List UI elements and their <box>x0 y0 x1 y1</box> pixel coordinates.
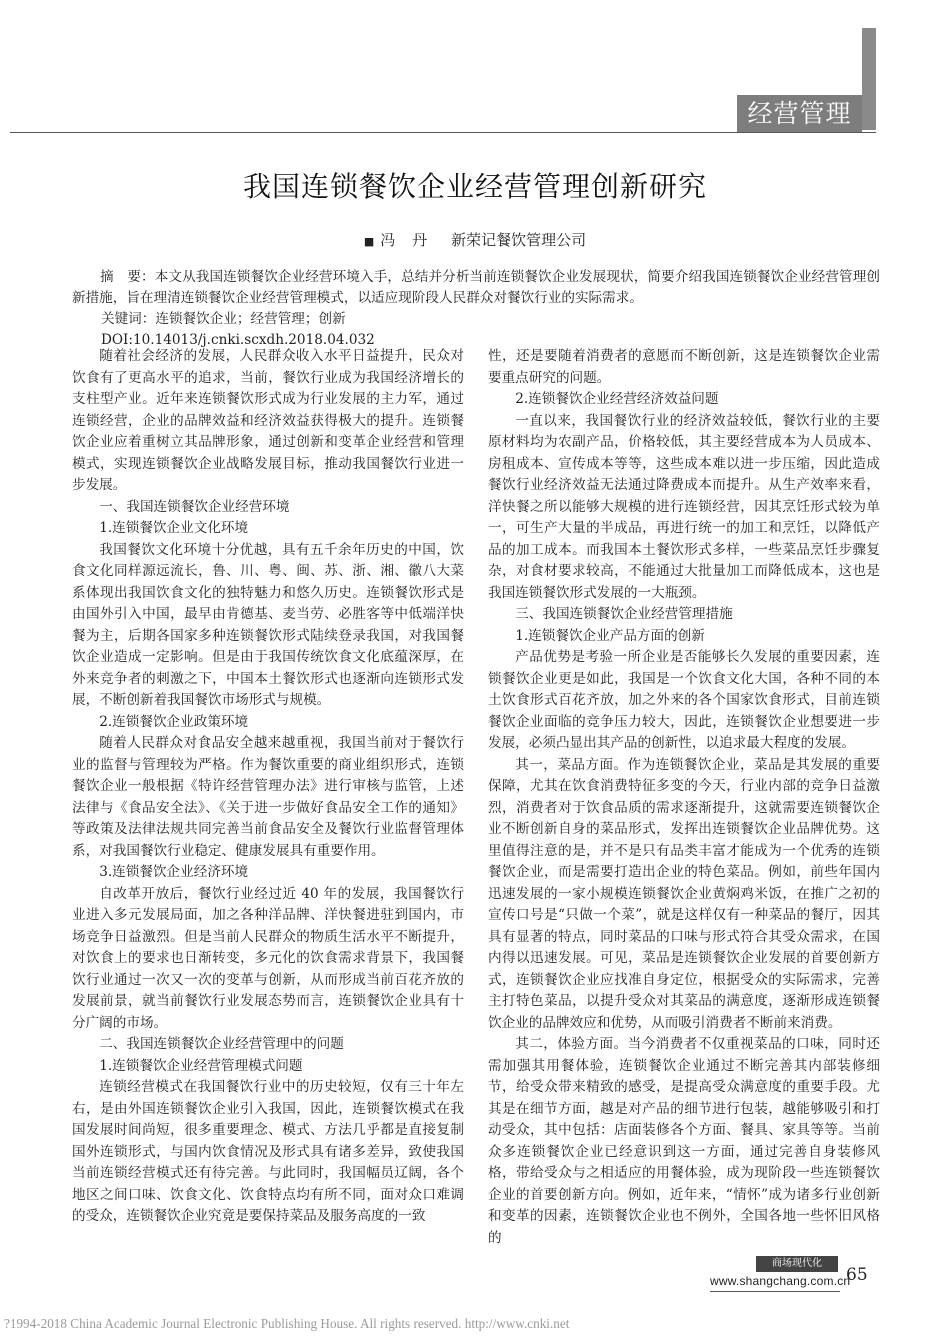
section-heading: 二、我国连锁餐饮企业经营管理中的问题 <box>99 1036 344 1052</box>
paragraph: 性，还是要随着消费者的意愿而不断创新，这是连锁餐饮企业需要重点研究的问题。 <box>488 348 880 386</box>
journal-logo: 商场现代化 <box>756 1256 838 1272</box>
header-rule <box>10 132 876 133</box>
paragraph: 其二，体验方面。当今消费者不仅重视菜品的口味，同时还需加强其用餐体验，连锁餐饮企业通过不断完善其内部装修细节，给受众带来精致的感受，是提高受众满意度的重要手段。尤其是在细节方面，越是对产品的细节进行包装，越能够吸引和打动受众，其中包括：店面装修各个方面、餐具、家具等等。当前众多连锁餐饮企业已经意识到这一方面，通过完善自身装修风格，带给受众与之相适应的用餐体验，成为现阶段一些连锁餐饮企业的首要创新方向。例如，近年来，“情怀”成为诸多行业创新和变革的因素，连锁餐饮企业也不例外，全国各地一些怀旧风格的 <box>488 1036 880 1246</box>
subsection-heading: 3.连锁餐饮企业经济环境 <box>99 864 249 880</box>
section-heading: 三、我国连锁餐饮企业经营管理措施 <box>515 606 733 622</box>
copyright-footer: ?1994-2018 China Academic Journal Electronic Publishing House. All rights reserved. http://www.cnki.net <box>4 1316 570 1331</box>
paragraph: 我国餐饮文化环境十分优越，具有五千余年历史的中国，饮食文化同样源远流长，鲁、川、粤、闽、苏、浙、湘、徽八大菜系体现出我国饮食文化的独特魅力和悠久历史。连锁餐饮形式是由国外引入中国，最早由肯德基、麦当劳、必胜客等中低端洋快餐为主，后期各国家多种连锁餐饮形式陆续登录我国，对我国餐饮企业造成一定影响。但是由于我国传统饮食文化底蕴深厚，在外来竞争者的刺激之下，中国本土餐饮形式也逐渐向连锁形式发展，不断创新着我国餐饮市场形式与规模。 <box>72 541 464 708</box>
paragraph: 随着人民群众对食品安全越来越重视，我国当前对于餐饮行业的监督与管理较为严格。作为餐饮重要的商业组织形式，连锁餐饮企业一般根据《特许经营管理办法》进行审核与监管，上述法律与《食品安全法》、《关于进一步做好食品安全工作的通知》等政策及法律法规共同完善当前食品安全及餐饮行业监督管理体系，对我国餐饮行业稳定、健康发展具有重要作用。 <box>72 735 464 859</box>
article-title: 我国连锁餐饮企业经营管理创新研究 <box>242 170 707 203</box>
subsection-heading: 1.连锁餐饮企业文化环境 <box>99 520 249 536</box>
paragraph: 连锁经营模式在我国餐饮行业中的历史较短，仅有三十年左右，是由外国连锁餐饮企业引入我国，因此，连锁餐饮模式在我国发展时间尚短，很多重要理念、模式、方法几乎都是直接复制国外连锁形式，与国内饮食情况及形式具有诸多差异，致使我国当前连锁经营模式还有待完善。与此同时，我国幅员辽阔，各个地区之间口味、饮食文化、饮食特点均有所不同，面对众口难调的受众，连锁餐饮企业究竟是要保持菜品及服务高度的一致 <box>72 1079 464 1224</box>
section-tag: 经营管理 <box>737 95 862 133</box>
journal-url: www.shangchang.com.cn <box>710 1274 851 1288</box>
subsection-heading: 1.连锁餐饮企业产品方面的创新 <box>515 627 705 644</box>
paragraph: 产品优势是考验一所企业是否能够长久发展的重要因素，连锁餐饮企业更是如此，我国是一个饮食文化大国，各种不同的本土饮食形式百花齐放，加之外来的各个国家饮食形式，目前连锁餐饮企业面临的竞争压力较大，因此，连锁餐饮企业想要进一步发展，必须凸显出其产品的创新性，以追求最大程度的发展。 <box>488 649 880 751</box>
left-column <box>72 346 464 1228</box>
author-line <box>0 229 950 250</box>
doi: DOI:10.14013/j.cnki.scxdh.2018.04.032 <box>101 332 375 348</box>
keywords: 关键词：连锁餐饮企业；经营管理；创新 <box>101 311 346 327</box>
author-marker-icon: ■ <box>363 235 375 248</box>
paragraph: 自改革开放后，餐饮行业经过近 40 年的发展，我国餐饮行业进入多元发展局面，加之各种洋品牌、洋快餐进驻到国内，市场竞争日益激烈。但是当前人民群众的物质生活水平不断提升，对饮食上的要求也日渐转变，多元化的饮食需求背景下，我国餐饮行业通过一次又一次的变革与创新，从而形成当前百花齐放的发展前景，就当前餐饮行业发展态势而言，连锁餐饮企业具有十分广阔的市场。 <box>72 885 464 1031</box>
paragraph: 随着社会经济的发展，人民群众收入水平日益提升，民众对饮食有了更高水平的追求，当前，餐饮行业成为我国经济增长的支柱型产业。近年来连锁餐饮形式成为行业发展的主力军，通过连锁经营，企业的品牌效益和经济效益获得极大的提升。连锁餐饮企业应着重树立其品牌形象，通过创新和变革企业经营和管理模式，实现连锁餐饮企业战略发展目标，推动我国餐饮行业进一步发展。 <box>72 348 464 493</box>
section-heading: 一、我国连锁餐饮企业经营环境 <box>99 498 290 515</box>
paragraph: 一直以来，我国餐饮行业的经济效益较低，餐饮行业的主要原材料均为农副产品，价格较低，其主要经营成本为人员成本、房租成本、宣传成本等等，这些成本难以进一步压缩，因此造成餐饮行业经济效益无法通过降费成本而提升。从生产效率来看，洋快餐之所以能够大规模的进行连锁经营，因其烹饪形式较为单一，可生产大量的半成品，再进行统一的加工和烹饪，以降低产品的加工成本。而我国本土餐饮形式多样，一些菜品烹饪步骤复杂，对食材要求较高，不能通过大批量加工而降低成本，这也是我国连锁餐饮形式发展的一大瓶颈。 <box>488 412 880 601</box>
paragraph: 其一，菜品方面。作为连锁餐饮企业，菜品是其发展的重要保障，尤其在饮食消费特征多变的今天，行业内部的竞争日益激烈，消费者对于饮食品质的需求逐渐提升，这就需要连锁餐饮企业不断创新自身的菜品形式，发挥出连锁餐饮企业品牌优势。这里值得注意的是，并不是只有品类丰富才能成为一个优秀的连锁餐饮企业，而是需要打造出企业的特色菜品。例如，前些年国内迅速发展的一家小规模连锁餐饮企业黄焖鸡米饭，在推广之初的宣传口号是“只做一个菜”，就是这样仅有一种菜品的餐厅，因其具有显著的特点，同时菜品的口味与形式符合其受众需求，在国内得以迅速发展。可见，菜品是连锁餐饮企业发展的首要创新方式，连锁餐饮企业应找准自身定位，根据受众的实际需求，完善主打特色菜品，以提升受众对其菜品的满意度，逐渐形成连锁餐饮企业的品牌效应和优势，从而吸引消费者不断前来消费。 <box>488 756 880 1031</box>
page-number: 65 <box>846 1265 868 1285</box>
author-affiliation: 新荣记餐饮管理公司 <box>451 231 587 249</box>
author-name: 冯 丹 <box>380 231 434 249</box>
abstract-text: 摘 要：本文从我国连锁餐饮企业经营环境入手，总结并分析当前连锁餐饮企业发展现状，简要介绍我国连锁餐饮企业经营管理创新措施，旨在理清连锁餐饮企业经营管理模式，以适应现阶段人民群众对餐饮行业的实际需求。 <box>72 269 880 306</box>
subsection-heading: 2.连锁餐饮企业政策环境 <box>99 713 249 730</box>
subsection-heading: 1.连锁餐饮企业经营管理模式问题 <box>99 1057 303 1074</box>
abstract-block <box>72 267 880 351</box>
header-gray-bar <box>862 28 876 130</box>
right-column <box>488 346 880 1249</box>
footer-rule <box>710 1291 840 1292</box>
subsection-heading: 2.连锁餐饮企业经营经济效益问题 <box>515 391 719 407</box>
